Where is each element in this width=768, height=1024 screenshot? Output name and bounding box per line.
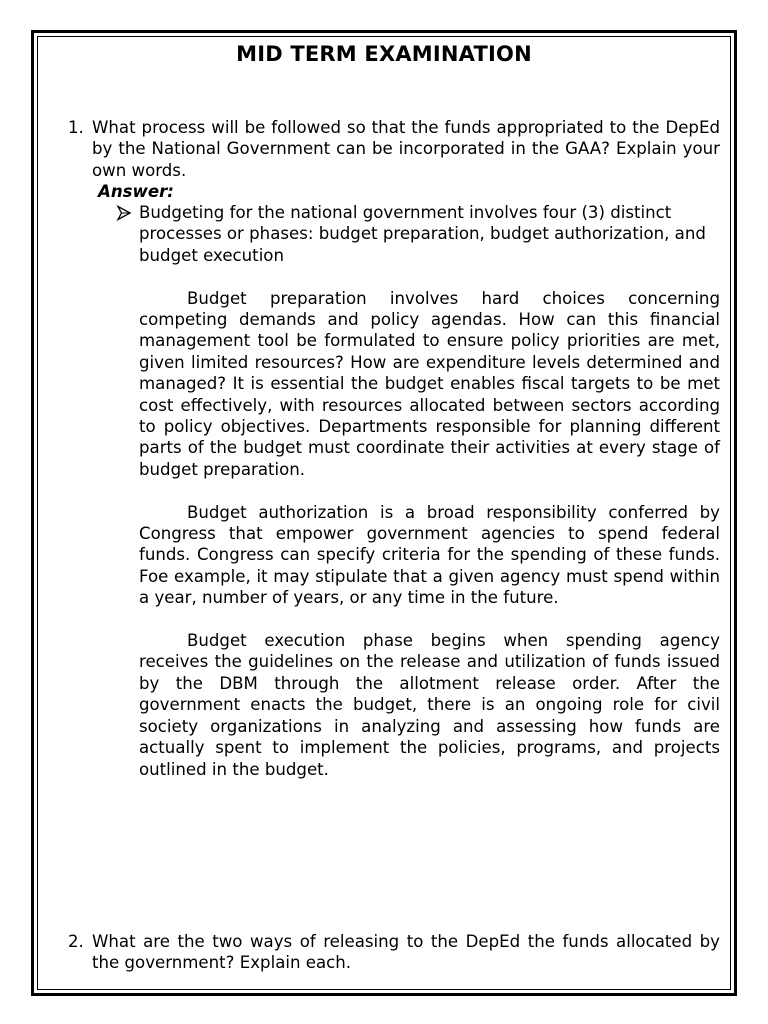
question-number: 2. xyxy=(68,932,84,951)
paragraph-budget-authorization: Budget authorization is a broad responsibility conferred by Congress that empower government agencies to spend federal funds. Congress can specify criteria for the spending of these funds. Foe example, it may stipulate that a given agency must spend within a year, number of years, or any time in the future. xyxy=(139,502,720,608)
question-1 xyxy=(68,117,720,181)
paragraph-budget-execution: Budget execution phase begins when spending agency receives the guidelines on the release and utilization of funds issued by the DBM through the allotment release order. After the government enacts the budget, there is an ongoing role for civil society organizations in analyzing and assessing how funds are actually spent to implement the policies, programs, and projects outlined in the budget. xyxy=(139,631,720,779)
answer-body xyxy=(139,202,720,780)
question-2 xyxy=(68,931,720,974)
page-title: MID TERM EXAMINATION xyxy=(236,42,532,66)
question-number: 1. xyxy=(68,118,84,137)
answer-label: Answer: xyxy=(98,182,174,201)
question-text: What process will be followed so that the funds appropriated to the DepEd by the National Government can be incorporated in the GAA? Explain your own words. xyxy=(92,118,720,180)
question-text: What are the two ways of releasing to the DepEd the funds allocated by the government? Explain each. xyxy=(92,932,720,973)
arrow-bullet-icon xyxy=(116,205,132,221)
answer-bullet-text: Budgeting for the national government involves four (3) distinct processes or phases: budget preparation, budget authorization, and budget execution xyxy=(139,203,706,265)
paragraph-budget-preparation: Budget preparation involves hard choices concerning competing demands and policy agendas. How can this financial management tool be formulated to ensure policy priorities are met, given limited resources? How are expenditure levels determined and managed? It is essential the budget enables fiscal targets to be met cost effectively, with resources allocated between sectors according to policy objectives. Departments responsible for planning different parts of the budget must coordinate their activities at every stage of budget preparation. xyxy=(139,288,720,479)
